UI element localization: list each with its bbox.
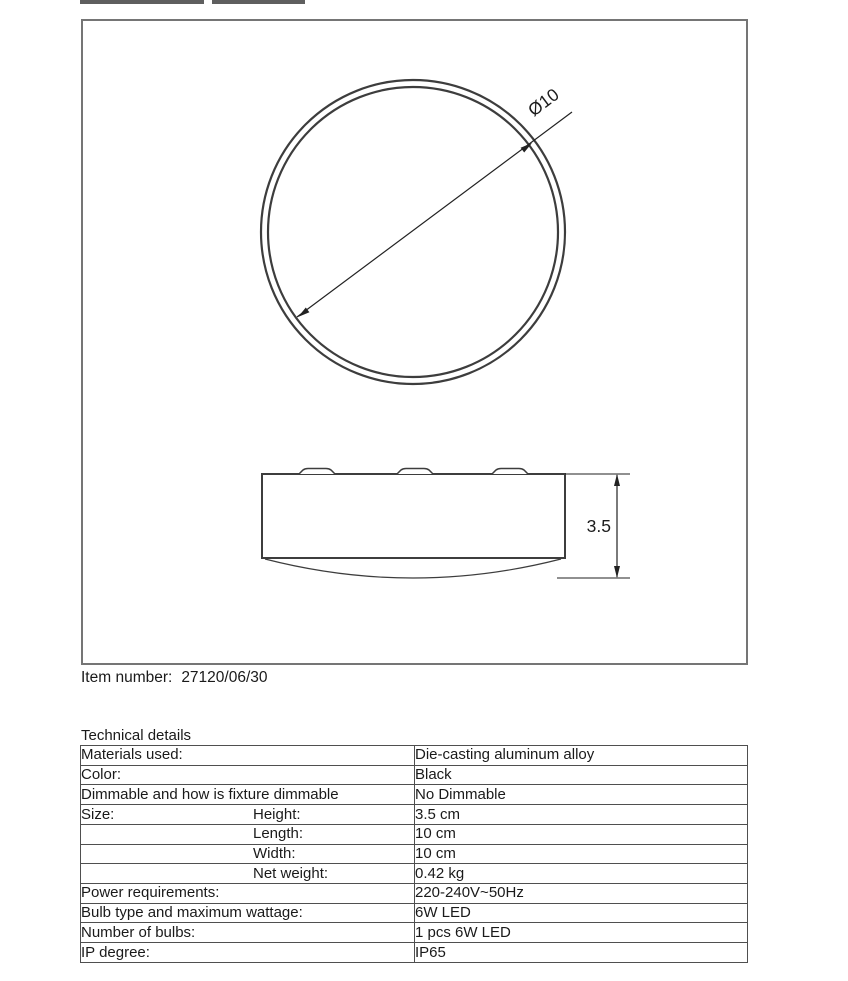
spec-value-cell xyxy=(415,746,748,766)
mounting-clip xyxy=(397,469,433,475)
spec-value-cell xyxy=(415,923,748,943)
spec-label-cell xyxy=(81,746,415,766)
spec-value-cell xyxy=(415,864,748,884)
spec-value: 220-240V~50Hz xyxy=(415,884,524,902)
technical-drawing-frame xyxy=(81,19,748,665)
spec-sublabel: Length: xyxy=(253,825,304,843)
lamp-side-body xyxy=(262,474,565,558)
spec-value-cell xyxy=(415,805,748,825)
spec-label-cell xyxy=(81,824,415,844)
spec-label: Size: xyxy=(81,805,115,823)
spec-label: Materials used: xyxy=(81,746,183,764)
spec-label-cell xyxy=(81,884,415,904)
spec-value: 1 pcs 6W LED xyxy=(415,923,511,941)
spec-value-cell xyxy=(415,884,748,904)
spec-value: No Dimmable xyxy=(415,785,506,803)
spec-value-cell xyxy=(415,903,748,923)
item-number-line xyxy=(81,669,268,687)
spec-value: Black xyxy=(415,766,452,784)
spec-label-cell xyxy=(81,765,415,785)
table-row xyxy=(81,765,748,785)
height-arrowhead-bottom xyxy=(614,566,620,578)
spec-label: IP degree: xyxy=(81,943,150,961)
table-row xyxy=(81,923,748,943)
item-number-value: 27120/06/30 xyxy=(181,669,268,686)
table-row xyxy=(81,903,748,923)
redacted-header-bar xyxy=(80,0,204,4)
spec-value: 0.42 kg xyxy=(415,864,465,882)
spec-label: Bulb type and maximum wattage: xyxy=(81,904,303,922)
mounting-clip xyxy=(299,469,335,475)
diameter-label: Ø10 xyxy=(524,84,563,121)
table-row xyxy=(81,746,748,766)
mounting-clip xyxy=(492,469,528,475)
spec-sublabel: Width: xyxy=(253,844,296,862)
spec-value: 10 cm xyxy=(415,844,456,862)
spec-label: Power requirements: xyxy=(81,884,220,902)
spec-label-cell xyxy=(81,844,415,864)
spec-label: Dimmable and how is fixture dimmable xyxy=(81,785,339,803)
table-row xyxy=(81,864,748,884)
spec-value: 10 cm xyxy=(415,825,456,843)
spec-value: 3.5 cm xyxy=(415,805,461,823)
height-label: 3.5 xyxy=(586,516,611,536)
spec-value: IP65 xyxy=(415,943,446,961)
spec-value-cell xyxy=(415,943,748,963)
technical-details-heading: Technical details xyxy=(81,727,192,744)
spec-value: 6W LED xyxy=(415,904,471,922)
spec-label-cell xyxy=(81,923,415,943)
table-row xyxy=(81,824,748,844)
lamp-outer-circle xyxy=(261,80,565,384)
spec-label-cell xyxy=(81,943,415,963)
lamp-inner-circle xyxy=(268,87,558,377)
technical-drawing xyxy=(83,21,746,663)
spec-sublabel: Height: xyxy=(253,805,301,823)
diameter-dimension-line xyxy=(297,112,572,317)
table-row xyxy=(81,805,748,825)
technical-details-table xyxy=(80,745,748,963)
table-row xyxy=(81,943,748,963)
spec-label: Color: xyxy=(81,766,122,784)
spec-value-cell xyxy=(415,844,748,864)
table-row xyxy=(81,884,748,904)
spec-label-cell xyxy=(81,903,415,923)
spec-label-cell xyxy=(81,864,415,884)
spec-value-cell xyxy=(415,824,748,844)
spec-label-cell xyxy=(81,805,415,825)
diffuser-glass-curve xyxy=(265,559,561,578)
spec-label: Number of bulbs: xyxy=(81,923,196,941)
spec-value-cell xyxy=(415,785,748,805)
spec-value: Die-casting aluminum alloy xyxy=(415,746,595,764)
height-arrowhead-top xyxy=(614,474,620,486)
spec-value-cell xyxy=(415,765,748,785)
redacted-header-bar xyxy=(212,0,305,4)
table-row xyxy=(81,844,748,864)
item-number-label: Item number: xyxy=(81,669,173,686)
spec-sublabel: Net weight: xyxy=(253,864,329,882)
table-row xyxy=(81,785,748,805)
spec-label-cell xyxy=(81,785,415,805)
